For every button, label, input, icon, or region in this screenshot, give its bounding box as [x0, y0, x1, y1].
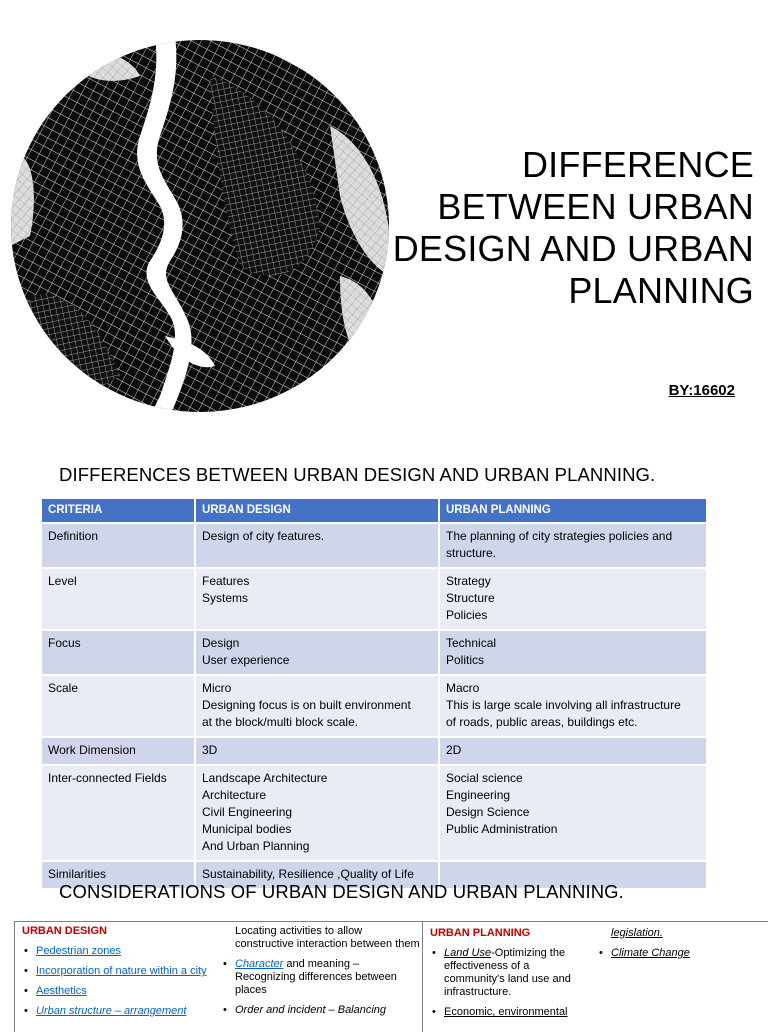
- table-header-row: [42, 499, 707, 523]
- cell-line: Design: [202, 636, 240, 650]
- urban-planning-column: [430, 927, 590, 1019]
- considerations-panel: [14, 921, 768, 1032]
- list-item: [430, 1006, 590, 1019]
- list-item: [22, 945, 212, 958]
- column-header-urban-design: URBAN DESIGN: [195, 499, 439, 523]
- considerations-heading: CONSIDERATIONS OF URBAN DESIGN AND URBAN PLANNING.: [59, 881, 624, 902]
- character-description: and meaning – Recognizing differences between places: [235, 958, 397, 996]
- urban-planning-column-continued: [597, 927, 767, 960]
- aesthetics-link[interactable]: Aesthetics: [36, 985, 87, 997]
- cell-line: Features: [202, 574, 250, 588]
- criteria-cell: Scale: [42, 675, 195, 737]
- cell-line: Architecture: [202, 788, 267, 802]
- cell-line: 2D: [446, 743, 462, 757]
- cell-line: structure.: [446, 546, 497, 560]
- list-item: [430, 947, 590, 999]
- differences-heading: DIFFERENCES BETWEEN URBAN DESIGN AND URBAN PLANNING.: [59, 464, 656, 485]
- table-row: [42, 737, 707, 765]
- cell-line: This is large scale involving all infrastructure: [446, 698, 681, 712]
- nature-in-city-link[interactable]: Incorporation of nature within a city: [36, 965, 207, 977]
- urban-design-column: [22, 925, 212, 1018]
- planning-cell: [439, 568, 707, 630]
- criteria-cell: Focus: [42, 630, 195, 675]
- planning-cell: [439, 523, 707, 568]
- cell-line: Engineering: [446, 788, 511, 802]
- author-byline: BY:16602: [668, 382, 735, 399]
- cell-line: Sustainability, Resilience ,Quality of Life: [202, 867, 414, 881]
- column-divider: [422, 922, 423, 1032]
- title-line-3: DESIGN AND URBAN: [392, 228, 754, 269]
- city-map-image: [10, 36, 390, 416]
- title-line-4: PLANNING: [568, 270, 754, 311]
- table-row: [42, 630, 707, 675]
- design-cell: [195, 765, 439, 861]
- title-line-2: BETWEEN URBAN: [437, 186, 754, 227]
- planning-cell: [439, 630, 707, 675]
- criteria-cell: Definition: [42, 523, 195, 568]
- cell-line: Micro: [202, 681, 232, 695]
- cell-line: Designing focus is on built environment: [202, 698, 411, 712]
- urban-design-column-continued: [221, 925, 421, 1017]
- list-item: [22, 985, 212, 998]
- cell-line: Politics: [446, 653, 485, 667]
- cell-line: Systems: [202, 591, 249, 605]
- cell-line: at the block/multi block scale.: [202, 715, 359, 729]
- column-header-criteria: CRITERIA: [42, 499, 195, 523]
- urban-design-header: URBAN DESIGN: [22, 925, 107, 937]
- planning-cell: [439, 765, 707, 861]
- cell-line: Public Administration: [446, 822, 558, 836]
- planning-cell: [439, 675, 707, 737]
- cell-line: User experience: [202, 653, 290, 667]
- cell-line: The planning of city strategies policies and: [446, 529, 673, 543]
- presentation-title: [374, 144, 754, 312]
- land-use-description: -Optimizing the effectiveness of a community's land use and infrastructure.: [444, 947, 571, 998]
- differences-table: [42, 499, 708, 888]
- table-row: [42, 568, 707, 630]
- cell-line: Macro: [446, 681, 480, 695]
- urban-structure-link[interactable]: Urban structure – arrangement: [36, 1005, 187, 1017]
- economic-environmental-link[interactable]: Economic, environmental: [444, 1006, 568, 1018]
- cell-line: Technical: [446, 636, 497, 650]
- cell-line: And Urban Planning: [202, 839, 310, 853]
- table-row: [42, 523, 707, 568]
- cell-line: Municipal bodies: [202, 822, 292, 836]
- locating-activities-text: Locating activities to allow constructive interaction between them: [235, 925, 420, 950]
- title-line-1: DIFFERENCE: [521, 144, 754, 185]
- list-item: [22, 965, 212, 978]
- cell-line: Civil Engineering: [202, 805, 293, 819]
- design-cell: [195, 675, 439, 737]
- urban-planning-header: URBAN PLANNING: [430, 927, 531, 939]
- table-row: [42, 765, 707, 861]
- list-item: [597, 947, 767, 960]
- design-cell: [195, 737, 439, 765]
- cell-line: 3D: [202, 743, 218, 757]
- cell-line: Policies: [446, 608, 488, 622]
- list-item: [221, 1004, 421, 1017]
- column-header-urban-planning: URBAN PLANNING: [439, 499, 707, 523]
- criteria-cell: Inter-connected Fields: [42, 765, 195, 861]
- list-item: [221, 958, 421, 997]
- cell-line: Structure: [446, 591, 495, 605]
- criteria-cell: Level: [42, 568, 195, 630]
- criteria-cell: Work Dimension: [42, 737, 195, 765]
- cell-line: Design Science: [446, 805, 530, 819]
- criteria-cell: Similarities: [42, 861, 195, 888]
- legislation-text: legislation.: [611, 927, 663, 939]
- design-cell: [195, 630, 439, 675]
- design-cell: [195, 523, 439, 568]
- design-cell: [195, 568, 439, 630]
- order-and-incident-text: Order and incident – Balancing: [235, 1004, 387, 1016]
- table-row: [42, 675, 707, 737]
- cell-line: Landscape Architecture: [202, 771, 328, 785]
- climate-change-link[interactable]: Climate Change: [611, 947, 690, 959]
- land-use-link[interactable]: Land Use: [444, 947, 492, 959]
- cell-line: Social science: [446, 771, 523, 785]
- cell-line: Strategy: [446, 574, 491, 588]
- pedestrian-zones-link[interactable]: Pedestrian zones: [36, 945, 121, 957]
- character-link[interactable]: Character: [235, 958, 284, 970]
- list-item: [22, 1005, 212, 1018]
- cell-line: of roads, public areas, buildings etc.: [446, 715, 638, 729]
- planning-cell: [439, 737, 707, 765]
- cell-line: Design of city features.: [202, 529, 325, 543]
